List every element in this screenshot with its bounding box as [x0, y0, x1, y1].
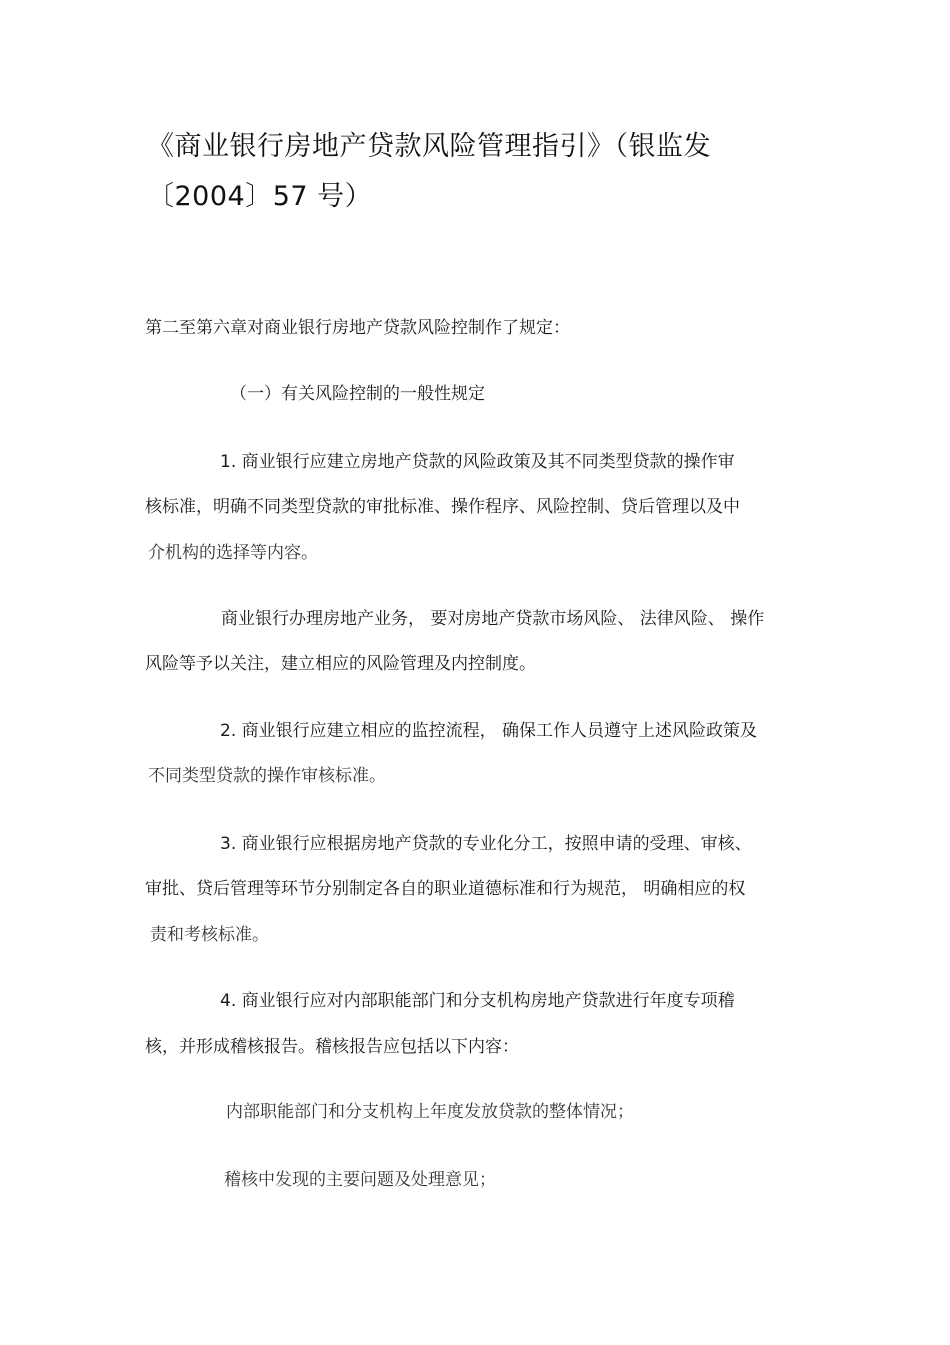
item-4-sub-2: 稽核中发现的主要问题及处理意见； [224, 1170, 496, 1190]
extra-paragraph-line-1: 商业银行办理房地产业务， 要对房地产贷款市场风险、 法律风险、 操作 [221, 609, 765, 629]
item-2-line-2: 不同类型贷款的操作审核标准。 [148, 766, 386, 786]
extra-paragraph-line-2: 风险等予以关注，建立相应的风险管理及内控制度。 [145, 654, 536, 674]
document-title-line-2: 〔2004〕57 号） [147, 181, 373, 212]
item-2-line-1: 2. 商业银行应建立相应的监控流程， 确保工作人员遵守上述风险政策及 [220, 721, 758, 741]
item-4-line-1: 4. 商业银行应对内部职能部门和分支机构房地产贷款进行年度专项稽 [220, 991, 735, 1011]
document-title-line-1: 《商业银行房地产贷款风险管理指引》（银监发 [147, 131, 711, 162]
section-heading: （一）有关风险控制的一般性规定 [230, 384, 485, 404]
item-1-line-3: 介机构的选择等内容。 [148, 543, 318, 563]
intro-paragraph: 第二至第六章对商业银行房地产贷款风险控制作了规定： [145, 318, 570, 338]
item-1-line-2: 核标准，明确不同类型贷款的审批标准、操作程序、风险控制、贷后管理以及中 [145, 497, 740, 517]
item-3-line-3: 责和考核标准。 [150, 925, 269, 945]
item-3-line-2: 审批、贷后管理等环节分别制定各自的职业道德标准和行为规范， 明确相应的权 [145, 879, 746, 899]
item-3-line-1: 3. 商业银行应根据房地产贷款的专业化分工，按照申请的受理、审核、 [220, 834, 752, 854]
item-1-line-1: 1. 商业银行应建立房地产贷款的风险政策及其不同类型贷款的操作审 [220, 452, 735, 472]
item-4-sub-1: 内部职能部门和分支机构上年度发放贷款的整体情况； [226, 1102, 634, 1122]
item-4-line-2: 核，并形成稽核报告。稽核报告应包括以下内容： [145, 1037, 519, 1057]
